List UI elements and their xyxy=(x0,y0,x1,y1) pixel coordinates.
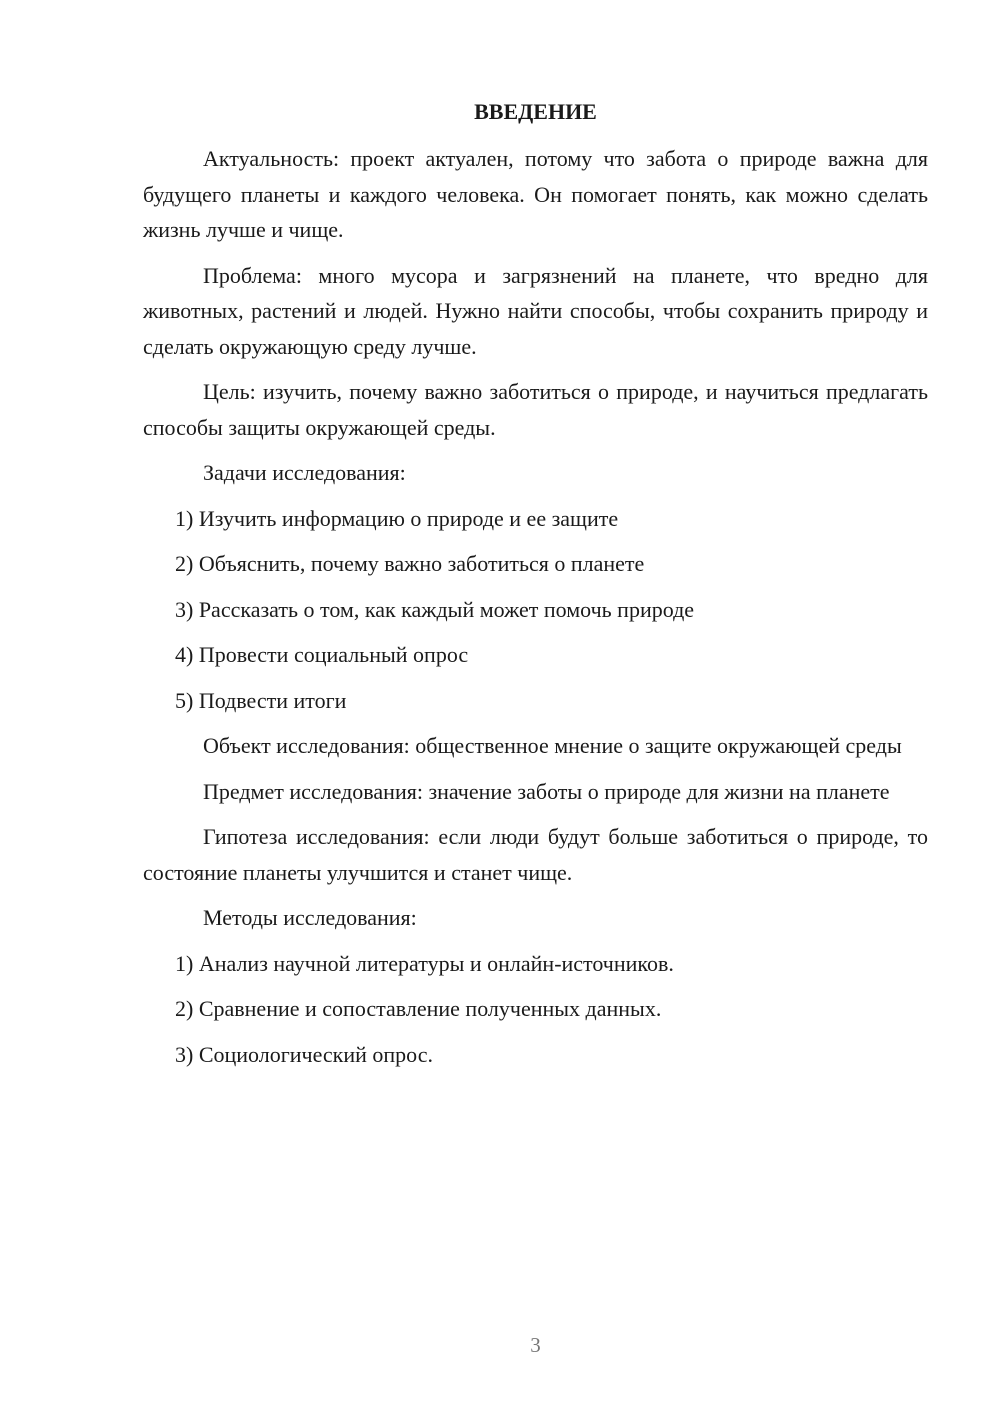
list-item: 3) Рассказать о том, как каждый может помочь природе xyxy=(175,596,695,622)
problem-paragraph: Проблема: много мусора и загрязнений на планете, что вредно для животных, растений и людей. Нужно найти способы, чтобы сохранить природу и сделать окружающую среду лучше. xyxy=(143,262,928,359)
goal-paragraph: Цель: изучить, почему важно заботиться о природе, и научиться предлагать способы защиты окружающей среды. xyxy=(143,379,928,440)
document-page xyxy=(143,94,928,1082)
list-item: 5) Подвести итоги xyxy=(175,687,347,713)
hypothesis-paragraph: Гипотеза исследования: если люди будут больше заботиться о природе, то состояние планеты улучшится и станет чище. xyxy=(143,824,928,885)
list-item: 3) Социологический опрос. xyxy=(175,1041,433,1067)
page-title: ВВЕДЕНИЕ xyxy=(474,99,597,124)
subject-paragraph: Предмет исследования: значение заботы о природе для жизни на планете xyxy=(203,778,890,804)
list-item: 2) Объяснить, почему важно заботиться о планете xyxy=(175,551,645,576)
tasks-heading: Задачи исследования: xyxy=(203,460,406,485)
object-paragraph: Объект исследования: общественное мнение о защите окружающей среды xyxy=(203,733,902,758)
list-item: 1) Анализ научной литературы и онлайн-источников. xyxy=(175,950,674,976)
page-number: 3 xyxy=(530,1333,541,1357)
list-item: 2) Сравнение и сопоставление полученных данных. xyxy=(175,996,662,1021)
tasks-list xyxy=(143,501,928,719)
list-item: 1) Изучить информацию о природе и ее защите xyxy=(175,505,619,531)
list-item: 4) Провести социальный опрос xyxy=(175,642,469,667)
relevance-paragraph: Актуальность: проект актуален, потому что забота о природе важна для будущего планеты и каждого человека. Он помогает понять, как можно сделать жизнь лучше и чище. xyxy=(143,146,928,242)
methods-heading: Методы исследования: xyxy=(203,905,417,930)
methods-list xyxy=(143,946,928,1073)
